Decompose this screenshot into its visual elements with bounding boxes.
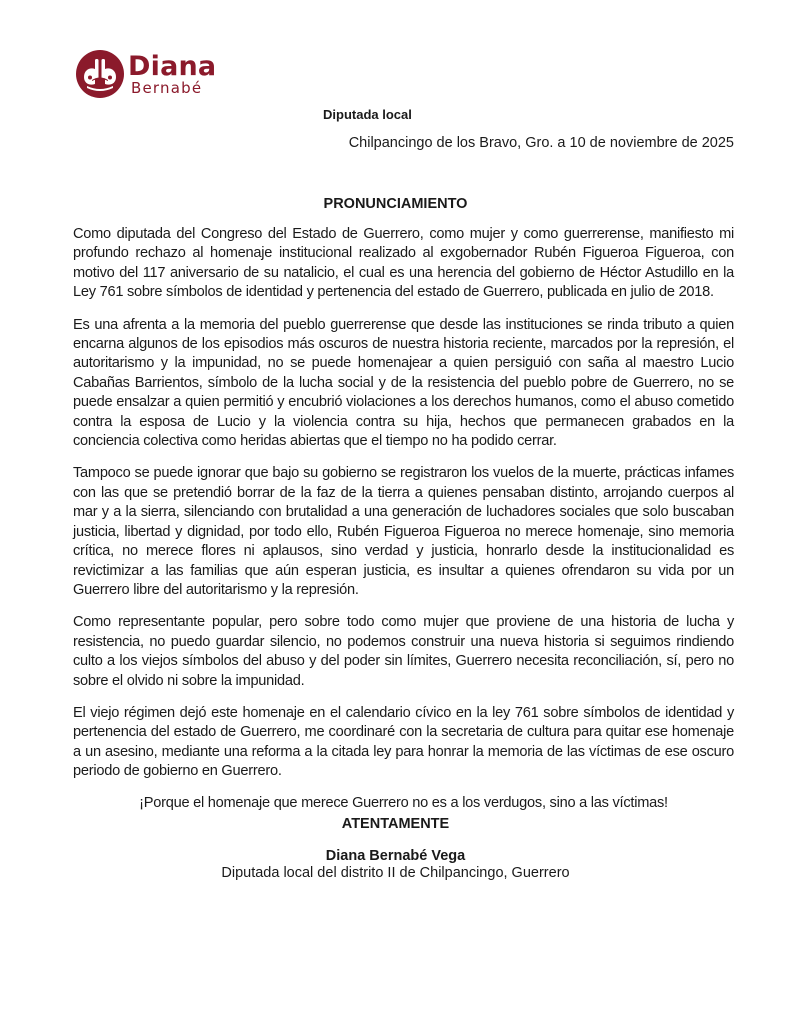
signature-name: Diana Bernabé Vega [325, 848, 466, 864]
db-monogram-icon [76, 50, 124, 98]
paragraph-1: Como diputada del Congreso del Estado de Guerrero, como mujer y como guerrerense, manifiesto mi profundo rechazo al homenaje institucional realizado al exgobernador Rubén Figueroa Figueroa, con motivo del 117 aniversario de su natalicio, el cual es una herencia del gobierno de Héctor Astudillo en la Ley 761 sobre símbolos de identidad y pertenencia del estado de Guerrero, publicada en julio de 2018. [73, 226, 734, 301]
logo-surname: Bernabé [131, 78, 203, 97]
place-date: Chilpancingo de los Bravo, Gro. a 10 de noviembre de 2025 [348, 135, 734, 151]
author-role: Diputada local [323, 107, 412, 122]
document-title: PRONUNCIAMIENTO [323, 196, 468, 212]
paragraph-5: El viejo régimen dejó este homenaje en el calendario cívico en la ley 761 sobre símbolos de identidad y pertenencia del estado de Guerrero, me coordinaré con la secretaria de cultura para quitar ese homenaje a un asesino, mediante una reforma a la citada ley para honrar la memoria de las víctimas de ese oscuro periodo de gobierno en Guerrero. [73, 704, 734, 780]
signature-heading: ATENTAMENTE [341, 816, 450, 832]
logo-text [128, 50, 217, 97]
logo [76, 50, 216, 98]
paragraph-4: Como representante popular, pero sobre todo como mujer que proviene de una historia de lucha y resistencia, no puedo guardar silencio, no podemos construir una nueva historia si seguimos rindiendo culto a los viejos símbolos del abuso y del poder sin límites, Guerrero necesita reconciliación, sí, pero no sobre el olvido ni sobre la impunidad. [73, 614, 734, 689]
document-body [73, 225, 734, 811]
signature-role: Diputada local del distrito II de Chilpancingo, Guerrero [221, 865, 570, 881]
closing-line: ¡Porque el homenaje que merece Guerrero no es a los verdugos, sino a las víctimas! [139, 794, 668, 811]
paragraph-3: Tampoco se puede ignorar que bajo su gobierno se registraron los vuelos de la muerte, prácticas infames con las que se pretendió borrar de la faz de la tierra a quienes pensaban distinto, arrojando cuerpos al mar y a la sierra, silenciando con brutalidad a una generación de luchadores sociales que solo buscaban justicia, libertad y dignidad, por todo ello, Rubén Figueroa Figueroa no merece homenaje, sino memoria crítica, no merece flores ni aplausos, sino verdad y justicia, honrarlo desde la institucionalidad es revictimizar a las familias que aún esperan justicia, es insultar a quienes ofrendaron su vida por un Guerrero libre del autoritarismo y la represión. [73, 465, 734, 598]
paragraph-2: Es una afrenta a la memoria del pueblo guerrerense que desde las instituciones se rinda tributo a quien encarna algunos de los episodios más oscuros de nuestra historia reciente, marcados por la represión, el autoritarismo y la impunidad, no se puede homenajear a quien persiguió con saña al maestro Lucio Cabañas Barrientos, símbolo de la lucha social y de la resistencia del pueblo pobre de Guerrero, no se puede ensalzar a quien permitió y encubrió violaciones a los derechos humanos, como el abuso cometido contra la esposa de Lucio y la violencia contra su hija, hechos que permanecen grabados en la conciencia colectiva como heridas abiertas que el tiempo no ha podido cerrar. [73, 316, 734, 450]
logo-name: Diana [128, 50, 217, 82]
